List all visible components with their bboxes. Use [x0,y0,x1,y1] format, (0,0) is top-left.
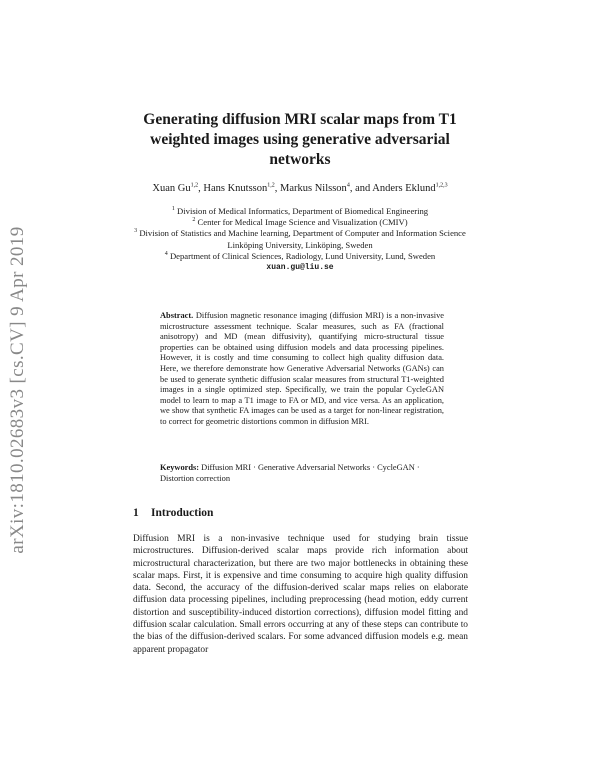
affiliation-sup: 1 [171,206,175,213]
author-separator: , [274,183,281,194]
affiliation-text: Division of Medical Informatics, Department of Biomedical Engineering [177,206,429,216]
affiliation-block [125,206,475,273]
author-affil-sup: 1,2 [267,182,275,189]
section-heading-introduction [133,507,213,519]
affiliation-line [125,251,475,262]
author-name: Xuan Gu [152,183,191,194]
affiliation-line [125,228,475,239]
arxiv-stamp [8,210,28,570]
abstract [160,311,444,428]
affiliation-sup: 4 [164,250,168,257]
contact-email[interactable]: xuan.gu@liu.se [266,263,334,273]
author-name: Hans Knutsson [203,183,268,194]
paper-title: Generating diffusion MRI scalar maps from T1 weighted images using generative adversarial networks [143,111,457,168]
section-title: Introduction [151,507,214,519]
author-separator: , [198,183,204,194]
arxiv-stamp-text: arXiv:1810.02683v3 [cs.CV] 9 Apr 2019 [7,226,28,554]
affiliation-line [125,240,475,251]
affiliation-sup: 2 [192,217,196,224]
keywords-text: Diffusion MRI · Generative Adversarial Networks · CycleGAN · Distortion correction [160,463,420,483]
author-affil-sup: 1,2 [190,182,199,189]
affiliation-text: Department of Clinical Sciences, Radiology, Lund University, Lund, Sweden [169,250,436,261]
author-separator: , and [349,183,373,194]
affiliation-line [125,206,475,217]
author-name: Anders Eklund [372,183,436,194]
abstract-text: Diffusion magnetic resonance imaging (diffusion MRI) is a non-invasive microstructure assessment technique. Scalar measures, such as FA (fractional anisotropy) and MD (mean diffusivity), quantifying micro-structural tissue properties can be obtained using diffusion models and data processing pipelines. However, it is costly and time consuming to collect high quality diffusion data. Here, we therefore demonstrate how Generative Adversarial Networks (GANs) can be used to generate synthetic diffusion scalar measures from structural T1-weighted images in a single optimized step. Specifically, we train the popular CycleGAN model to learn to map a T1 image to FA or MD, and vice versa. As an application, we show that synthetic FA images can be used as a target for non-linear registration, to correct for geometric distortions common in diffusion MRI. [160,311,444,426]
abstract-label: Abstract. [160,311,194,320]
affiliation-text: Linköping University, Linköping, Sweden [227,239,373,250]
introduction-paragraph: Diffusion MRI is a non-invasive technique used for studying brain tissue microstructures. Diffusion-derived scalar maps provide rich information about microstructural characterization, but there are two major bottlenecks in obtaining these scalar maps. First, it is expensive and time consuming to acquire high quality diffusion data. Second, the accuracy of the diffusion-derived scalar maps relies on elaborate diffusion data processing pipelines, including preprocessing (head motion, eddy current distortion and susceptibility-induced distortion corrections), diffusion model fitting and diffusion scalar calculation. Small errors occurring at any of these steps can contribute to the bias of the diffusion-derived scalars. For some advanced diffusion models e.g. mean apparent propagator [133,534,468,655]
affiliation-text: Division of Statistics and Machine learning, Department of Computer and Information Science [139,228,466,239]
author-affil-sup: 1,2,3 [435,182,448,189]
author-name: Markus Nilsson [280,183,347,194]
keywords [160,463,444,484]
section-number: 1 [133,507,139,519]
keywords-label: Keywords: [160,463,200,472]
affiliation-sup: 3 [134,228,138,235]
author-list [100,183,500,194]
affiliation-line [125,217,475,228]
affiliation-text: Center for Medical Image Science and Visualization (CMIV) [197,217,408,228]
author-affil-sup: 4 [346,182,350,189]
